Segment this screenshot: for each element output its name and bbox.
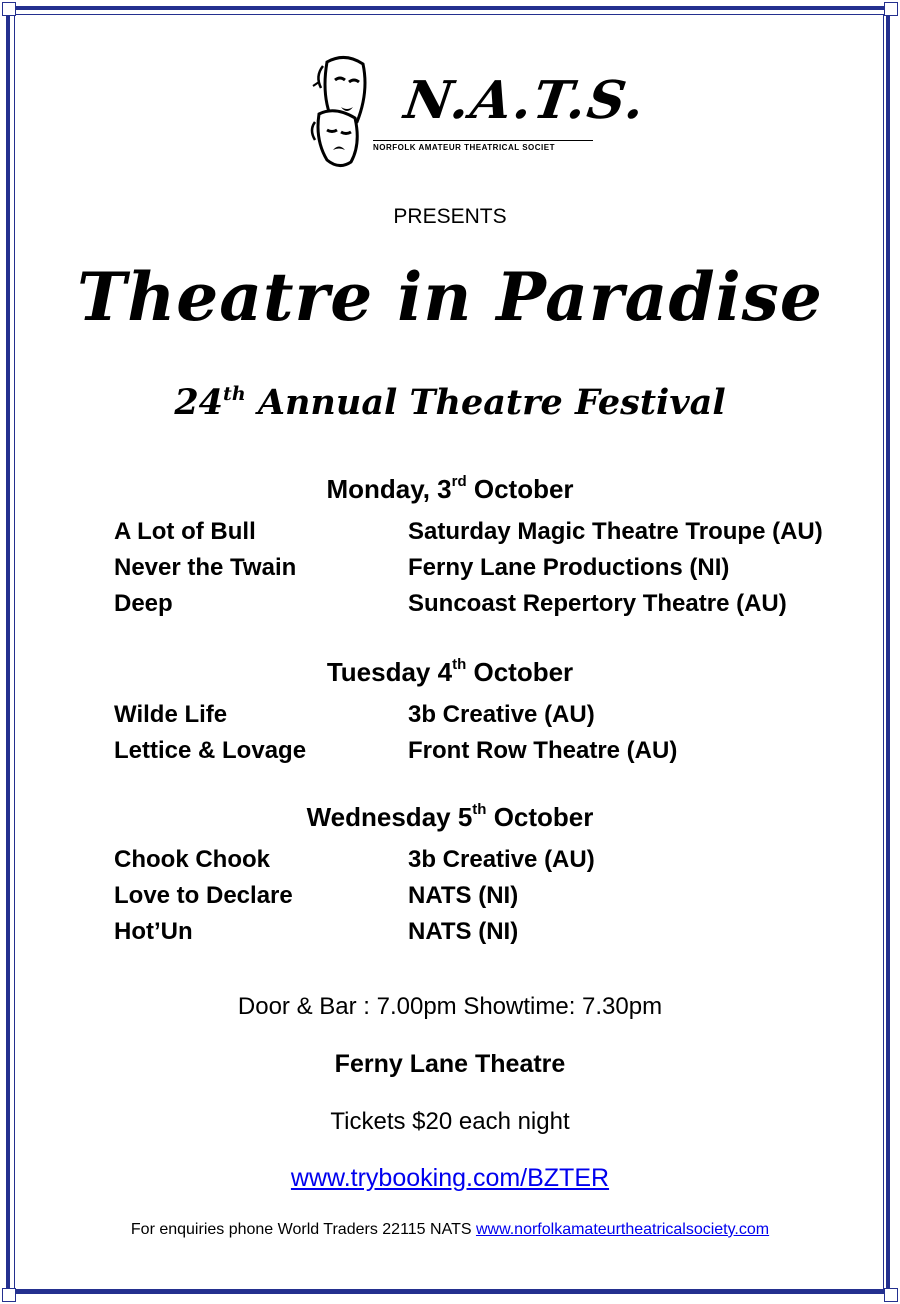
logo-subtitle: NORFOLK AMATEUR THEATRICAL SOCIET [373, 140, 593, 152]
border-corner [884, 2, 898, 16]
show-group: NATS (NI) [408, 882, 519, 909]
day-heading-wednesday [0, 801, 900, 833]
day-label: Tuesday 4 [326, 657, 453, 687]
venue-name: Ferny Lane Theatre [334, 1050, 566, 1078]
subtitle-text: Annual Theatre Festival [245, 382, 726, 423]
schedule-row [0, 737, 900, 771]
subtitle-suffix: th [223, 383, 246, 405]
schedule-row [0, 846, 900, 880]
presents-label: PRESENTS [393, 205, 507, 228]
show-title: A Lot of Bull [114, 518, 256, 545]
website-link[interactable]: www.norfolkamateurtheatricalsociety.com [475, 1221, 770, 1238]
schedule-row [0, 701, 900, 735]
show-group: Suncoast Repertory Theatre (AU) [408, 590, 787, 617]
nats-logo [305, 52, 650, 170]
border-corner [2, 1288, 16, 1302]
show-title: Chook Chook [114, 846, 270, 873]
logo-title: N.A.T.S. [400, 70, 650, 131]
page-title: Theatre in Paradise [77, 258, 823, 336]
day-month: October [486, 802, 594, 832]
day-label: Monday, 3 [326, 474, 452, 504]
schedule-row [0, 918, 900, 952]
show-title: Wilde Life [114, 701, 228, 728]
schedule-row [0, 590, 900, 624]
festival-subtitle [0, 382, 900, 423]
ticket-price: Tickets $20 each night [330, 1108, 570, 1135]
show-title: Never the Twain [114, 554, 297, 581]
day-suffix: rd [451, 473, 467, 490]
schedule-row [0, 882, 900, 916]
show-group: 3b Creative (AU) [408, 701, 595, 728]
show-title: Deep [114, 590, 173, 617]
border-corner [2, 2, 16, 16]
day-label: Wednesday 5 [306, 802, 473, 832]
show-group: Saturday Magic Theatre Troupe (AU) [408, 518, 823, 545]
show-group: 3b Creative (AU) [408, 846, 595, 873]
day-heading-monday [0, 473, 900, 505]
show-title: Hot’Un [114, 918, 193, 945]
show-title: Lettice & Lovage [114, 737, 307, 764]
schedule-row [0, 518, 900, 552]
show-group: NATS (NI) [408, 918, 519, 945]
enquiry-text: For enquiries phone World Traders 22115 NATS [130, 1221, 476, 1238]
day-suffix: th [452, 656, 467, 673]
show-group: Ferny Lane Productions (NI) [408, 554, 730, 581]
border-corner [884, 1288, 898, 1302]
day-month: October [466, 657, 574, 687]
subtitle-number: 24 [174, 382, 224, 423]
day-suffix: th [472, 801, 487, 818]
show-title: Love to Declare [114, 882, 293, 909]
theatre-masks-icon [305, 52, 405, 170]
day-month: October [466, 474, 574, 504]
enquiry-line [0, 1221, 900, 1239]
show-times: Door & Bar : 7.00pm Showtime: 7.30pm [237, 993, 663, 1020]
show-group: Front Row Theatre (AU) [408, 737, 678, 764]
booking-link[interactable]: www.trybooking.com/BZTER [290, 1164, 610, 1192]
day-heading-tuesday [0, 656, 900, 688]
schedule-row [0, 554, 900, 588]
